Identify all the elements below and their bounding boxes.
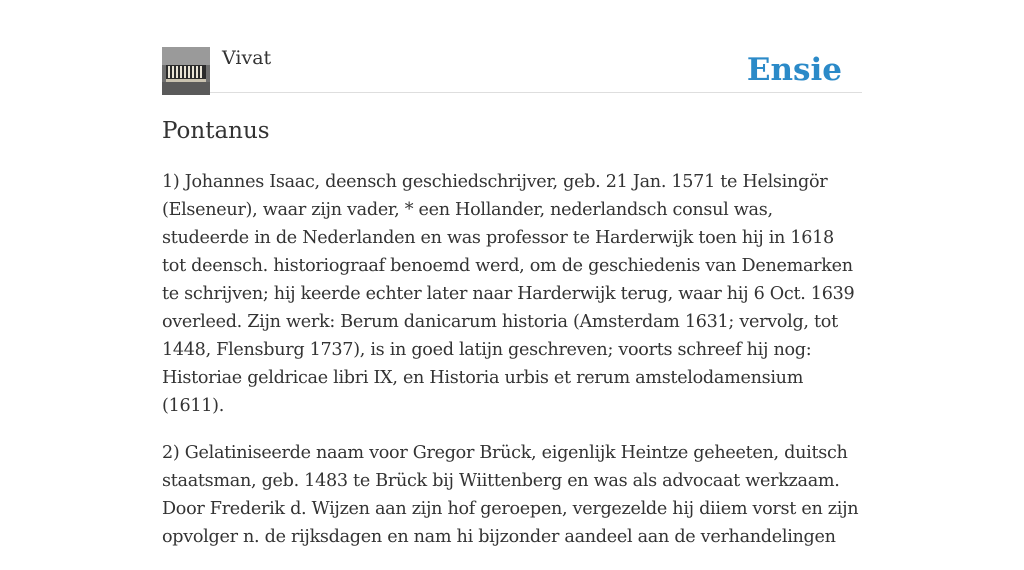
page-title: Pontanus (162, 118, 270, 144)
author-name[interactable]: Vivat (222, 47, 272, 69)
header (162, 46, 862, 93)
paragraph-2: 2) Gelatiniseerde naam voor Gregor Brück, eigenlijk Heintze geheeten, duitsch staatsman, geb. 1483 te Brück bij Wiittenberg en was als advocaat werkzaam. Door Frederik d. Wijzen aan zijn hof geroepen, vergezelde hij diiem vorst en zijn opvolger n. de rijksdagen en nam hi bijzonder aandeel aan de verhandelingen (162, 443, 859, 547)
paragraph-1: 1) Johannes Isaac, deensch geschiedschrijver, geb. 21 Jan. 1571 te Helsingör (Elseneur), waar zijn vader, * een Hollander, nederlandsch consul was, studeerde in de Nederlanden en was professor te Harderwijk toen hij in 1618 tot deensch. historiograaf benoemd werd, om de geschiedenis van Denemarken te schrijven; hij keerde echter later naar Harderwijk terug, waar hij 6 Oct. 1639 overleed. Zijn werk: Berum danicarum historia (Amsterdam 1631; vervolg, tot 1448, Flensburg 1737), is in goed latijn geschreven; voorts schreef hij nog: Historiae geldricae libri IX, en Historia urbis et rerum amstelodamensium (1611). (162, 172, 855, 416)
bookshelf-avatar-icon (162, 47, 210, 95)
avatar[interactable] (162, 47, 210, 95)
article-body (162, 168, 862, 570)
brand-logo[interactable]: Ensie (746, 52, 842, 88)
